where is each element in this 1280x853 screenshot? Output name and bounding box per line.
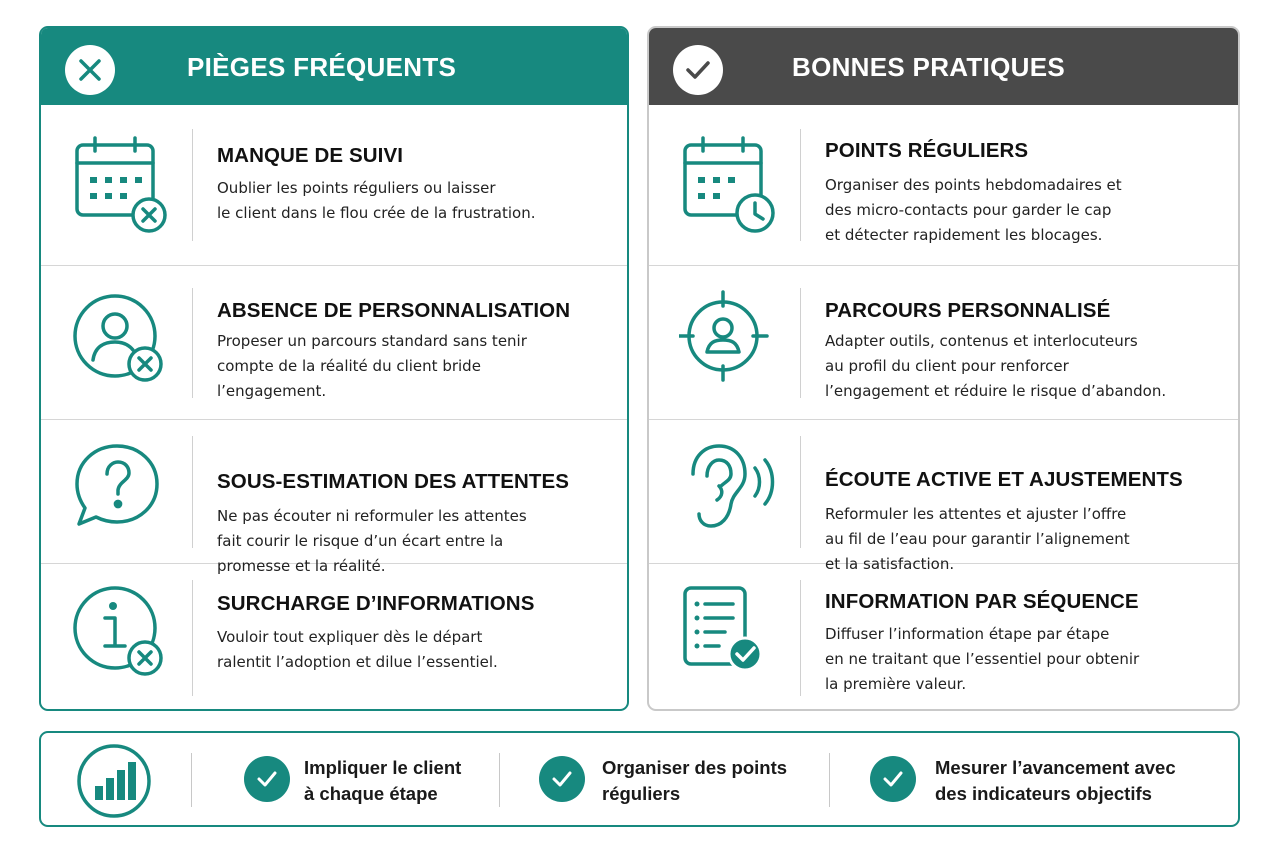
item-title: MANQUE DE SUIVI [217, 144, 404, 167]
user-target-icon [679, 288, 779, 388]
pitfalls-title: PIÈGES FRÉQUENTS [187, 52, 457, 82]
item-description: Propeser un parcours standard sans tenir compte de la réalité du client bride l’engagement. [217, 332, 527, 400]
pitfall-item [41, 105, 627, 266]
bar-separator [829, 753, 830, 807]
pitfall-item [41, 564, 627, 711]
item-divider [800, 580, 801, 696]
pitfall-item [41, 266, 627, 420]
item-divider [800, 436, 801, 548]
practice-item [649, 420, 1238, 573]
best-practices-panel [647, 26, 1240, 711]
item-title: PARCOURS PERSONNALISÉ [825, 299, 1111, 322]
close-icon [65, 45, 115, 95]
item-description: Adapter outils, contenus et interlocuteurs au profil du client pour renforcer l’engagement et réduire le risque d’abandon. [825, 332, 1167, 400]
item-title: ABSENCE DE PERSONNALISATION [217, 299, 571, 322]
key-action-text: Mesurer l’avancement avec des indicateurs objectifs [935, 757, 1176, 804]
best-practices-title: BONNES PRATIQUES [792, 52, 1066, 82]
question-bubble-icon [71, 438, 171, 538]
item-title: SURCHARGE D’INFORMATIONS [217, 592, 535, 615]
checklist-icon [679, 584, 779, 684]
item-divider [192, 436, 193, 548]
practice-item [649, 266, 1238, 420]
bar-separator [191, 753, 192, 807]
item-description: Oublier les points réguliers ou laisser le client dans le flou crée de la frustration. [217, 179, 536, 222]
item-title: POINTS RÉGULIERS [825, 139, 1029, 162]
item-divider [800, 288, 801, 398]
item-description: Ne pas écouter ni reformuler les attentes fait courir le risque d’un écart entre la promesse et la réalité. [217, 507, 527, 575]
pitfalls-panel [39, 26, 629, 711]
item-title: INFORMATION PAR SÉQUENCE [825, 590, 1139, 613]
bar-chart-icon [75, 742, 153, 820]
item-description: Vouloir tout expliquer dès le départ ralentit l’adoption et dilue l’essentiel. [217, 628, 498, 671]
best-practices-header [649, 28, 1238, 105]
check-circle-icon [870, 756, 916, 802]
item-divider [800, 129, 801, 241]
item-divider [192, 580, 193, 696]
key-action-text: Impliquer le client à chaque étape [304, 757, 462, 804]
item-description: Diffuser l’information étape par étape en ne traitant que l’essentiel pour obtenir la première valeur. [825, 625, 1140, 693]
key-actions-bar [39, 731, 1240, 827]
bar-separator [499, 753, 500, 807]
ear-icon [679, 438, 779, 538]
pitfall-item [41, 420, 627, 575]
key-action-text: Organiser des points réguliers [602, 757, 788, 804]
check-circle-icon [539, 756, 585, 802]
user-x-icon [71, 288, 171, 388]
item-description: Reformuler les attentes et ajuster l’offre au fil de l’eau pour garantir l’alignement et la satisfaction. [825, 505, 1130, 573]
item-title: ÉCOUTE ACTIVE ET AJUSTEMENTS [825, 468, 1183, 491]
pitfalls-header [41, 28, 627, 105]
info-x-icon [71, 582, 171, 682]
item-divider [192, 129, 193, 241]
calendar-clock-icon [679, 135, 779, 235]
item-title: SOUS-ESTIMATION DES ATTENTES [217, 470, 570, 493]
practice-item [649, 564, 1238, 711]
calendar-x-icon [71, 135, 171, 235]
check-circle-icon [244, 756, 290, 802]
item-divider [192, 288, 193, 398]
item-description: Organiser des points hebdomadaires et des micro-contacts pour garder le cap et détecter rapidement les blocages. [825, 176, 1122, 244]
check-icon [673, 45, 723, 95]
practice-item [649, 105, 1238, 266]
